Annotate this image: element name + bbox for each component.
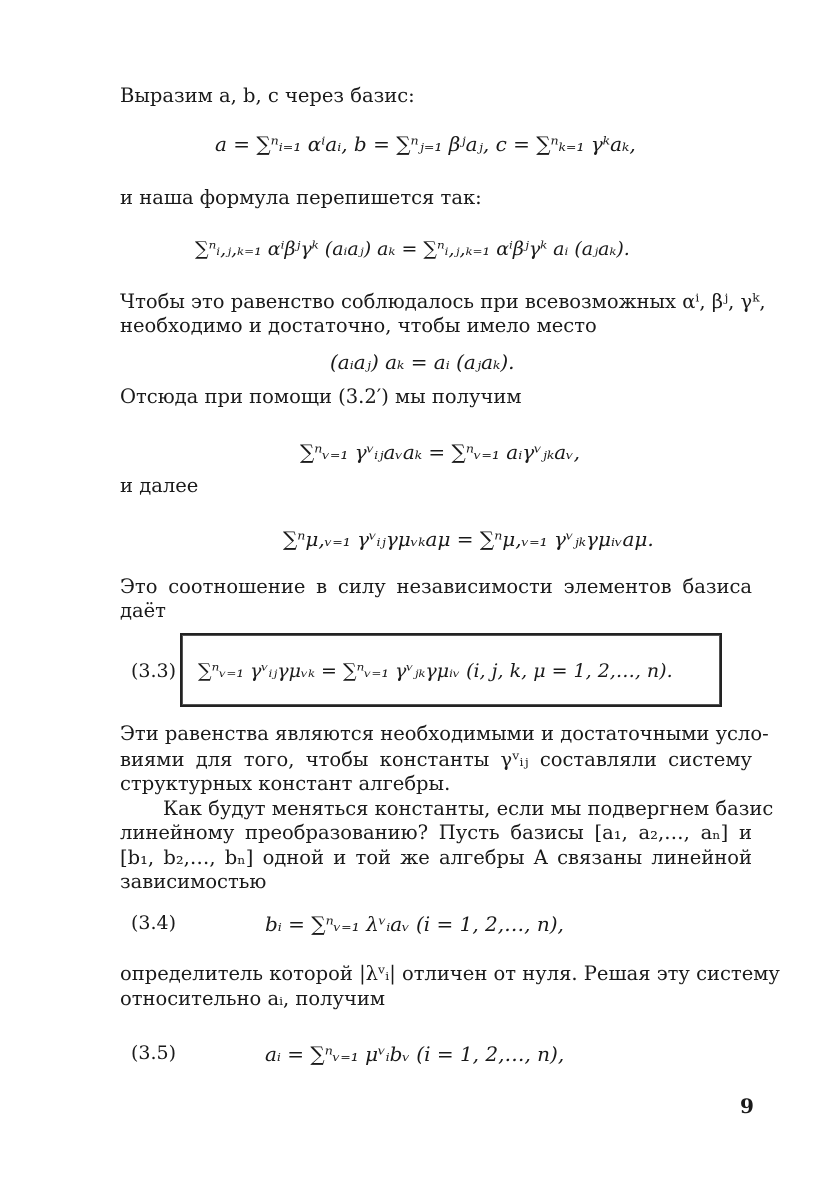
- formula-basis: a = ∑ⁿᵢ₌₁ αⁱaᵢ, b = ∑ⁿⱼ₌₁ βʲaⱼ, c = ∑ⁿₖ₌₁ γᵏaₖ,: [215, 132, 636, 156]
- formula-eq35: aᵢ = ∑ⁿᵥ₌₁ μᵛᵢbᵥ (i = 1, 2,…, n),: [265, 1042, 565, 1066]
- text-line-10: виями для того, чтобы константы γᵛᵢⱼ составляли систему: [120, 748, 752, 771]
- text-line-17: относительно aᵢ, получим: [120, 987, 386, 1010]
- formula-first: ∑ⁿᵥ₌₁ γᵛᵢⱼaᵥaₖ = ∑ⁿᵥ₌₁ aᵢγᵛⱼₖaᵥ,: [300, 440, 580, 464]
- page-number: 9: [740, 1094, 754, 1118]
- text-line-1: Выразим a, b, c через базис:: [120, 84, 415, 107]
- equation-label-3-4: (3.4): [131, 912, 177, 934]
- text-line-2: и наша формула перепишется так:: [120, 186, 482, 209]
- text-line-6: и далее: [120, 474, 199, 497]
- text-line-7: Это соотношение в силу независимости элементов базиса: [120, 575, 752, 598]
- text-line-11: структурных констант алгебры.: [120, 772, 451, 795]
- formula-second: ∑ⁿμ,ᵥ₌₁ γᵛᵢⱼγμᵥₖaμ = ∑ⁿμ,ᵥ₌₁ γᵛⱼₖγμᵢᵥaμ.: [283, 527, 654, 551]
- equation-label-3-5: (3.5): [131, 1042, 177, 1064]
- text-line-4: необходимо и достаточно, чтобы имело место: [120, 314, 597, 337]
- formula-boxed: ∑ⁿᵥ₌₁ γᵛᵢⱼγμᵥₖ = ∑ⁿᵥ₌₁ γᵛⱼₖγμᵢᵥ (i, j, k, μ = 1, 2,…, n).: [198, 660, 673, 682]
- text-line-9: Эти равенства являются необходимыми и достаточными усло-: [120, 722, 769, 745]
- formula-assoc: (aᵢaⱼ) aₖ = aᵢ (aⱼaₖ).: [330, 350, 515, 374]
- formula-expanded: ∑ⁿᵢ,ⱼ,ₖ₌₁ αⁱβʲγᵏ (aᵢaⱼ) aₖ = ∑ⁿᵢ,ⱼ,ₖ₌₁ αⁱβʲγᵏ aᵢ (aⱼaₖ).: [195, 238, 630, 260]
- formula-eq34: bᵢ = ∑ⁿᵥ₌₁ λᵛᵢaᵥ (i = 1, 2,…, n),: [265, 912, 564, 936]
- text-line-12: Как будут меняться константы, если мы подвергнем базис: [163, 797, 774, 820]
- text-line-13: линейному преобразованию? Пусть базисы [a₁, a₂,…, aₙ] и: [120, 821, 752, 844]
- text-line-8: даёт: [120, 599, 166, 622]
- text-line-3: Чтобы это равенство соблюдалось при всевозможных αⁱ, βʲ, γᵏ,: [120, 290, 766, 313]
- text-line-15: зависимостью: [120, 870, 267, 893]
- text-line-14: [b₁, b₂,…, bₙ] одной и той же алгебры A связаны линейной: [120, 846, 752, 869]
- equation-label-3-3: (3.3): [131, 660, 177, 682]
- text-line-16: определитель которой |λᵛᵢ| отличен от нуля. Решая эту систему: [120, 962, 780, 985]
- text-line-5: Отсюда при помощи (3.2′) мы получим: [120, 385, 522, 408]
